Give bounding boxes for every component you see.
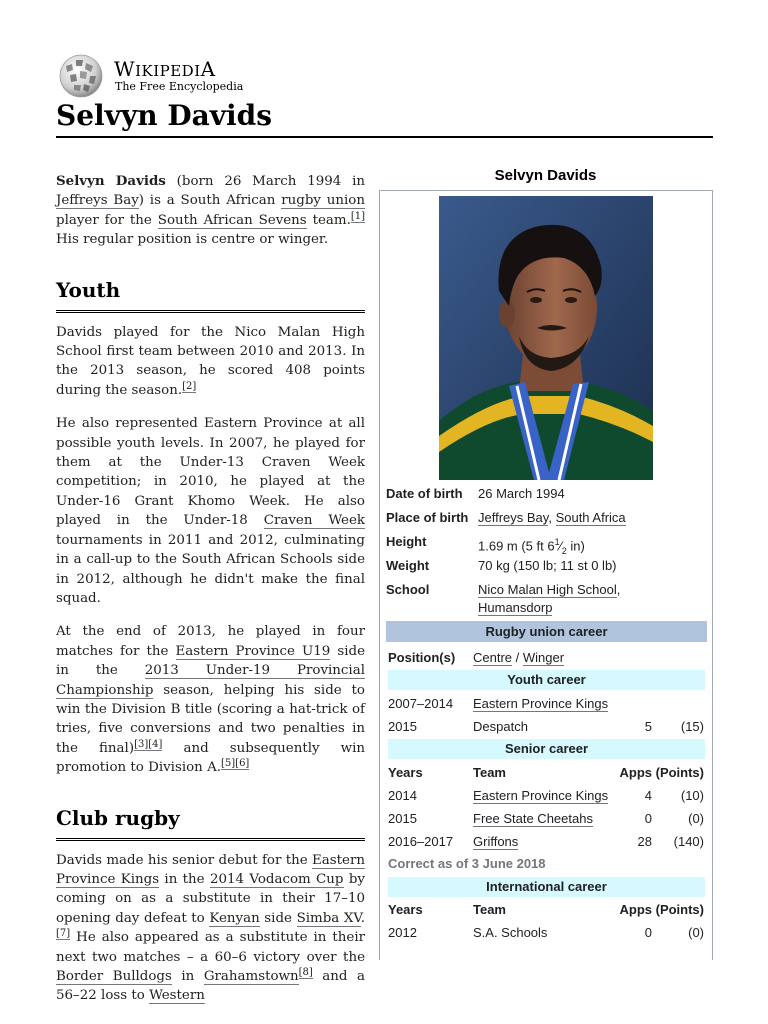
wikipedia-wordmark: WIKIPEDIA (114, 57, 216, 81)
correct-as-of-note: Correct as of 3 June 2018 (388, 856, 546, 871)
link-winger[interactable]: Winger (522, 650, 565, 665)
career-points: (0) (688, 925, 704, 940)
reference-5[interactable]: [5] (221, 758, 236, 770)
career-team-link[interactable]: Griffons (473, 834, 519, 849)
link-2013-under-19[interactable]: 2013 Under-19 Provincial Championship (56, 663, 365, 698)
link-eastern-province-u19[interactable]: Eastern Province U19 (175, 643, 331, 659)
career-apps: 28 (637, 834, 652, 849)
wikipedia-globe-logo[interactable] (56, 54, 106, 98)
band-international-career: International career (388, 877, 705, 897)
career-years: 2016–2017 (388, 834, 454, 849)
link-centre[interactable]: Centre (473, 650, 513, 665)
player-photo-illustration (439, 196, 653, 480)
career-points: (0) (688, 811, 704, 826)
link-craven-week[interactable]: Craven Week (263, 513, 365, 529)
link-humansdorp[interactable]: Humansdorp (478, 600, 553, 615)
link-eastern-province-kings[interactable]: Eastern Province Kings (56, 852, 365, 887)
youth-paragraph-3: At the end of 2013, he played in four matches for the Eastern Province U19 side in the 2013 Under-19 Provincial Championship season, helping his side to win the Division B title (scoring a hat-trick of tries, five conversions and two penalties in the final)[3][4] and subsequently win promotion to Division A.[5][6] (56, 624, 366, 776)
career-points: (10) (680, 788, 704, 803)
link-grahamstown[interactable]: Grahamstown (203, 969, 299, 984)
article-body (56, 172, 365, 1020)
link-nico-malan-high-school[interactable]: Nico Malan High School (478, 582, 617, 597)
link-simba-xv[interactable]: Simba XV (296, 910, 361, 926)
career-apps: 0 (644, 925, 652, 940)
youth-paragraph-1: Davids played for the Nico Malan High School first team between 2010 and 2013. In the 2013 season, he scored 408 points during the season.[2] (56, 324, 365, 398)
link-border-bulldogs[interactable]: Border Bulldogs (56, 969, 172, 984)
infobox-title: Selvyn Davids (494, 167, 597, 184)
section-heading-club-rugby: Club rugby (56, 804, 365, 841)
reference-6[interactable]: [6] (235, 758, 250, 770)
wikipedia-tagline: The Free Encyclopedia (115, 80, 244, 93)
band-youth-career: Youth career (388, 670, 705, 690)
career-team: Despatch (473, 719, 528, 734)
club-paragraph-1: Davids made his senior debut for the Eastern Province Kings in the 2014 Vodacom Cup by coming on as a substitute in their 17–10 opening day defeat to Kenyan side Simba XV.[7] He also appeared as a substitute in their next two matches – a 60–6 victory over the Border Bulldogs in Grahamstown[8] and a 56–22 loss to Western (56, 852, 366, 1004)
band-rugby-union-career: Rugby union career (386, 621, 707, 642)
career-team-link[interactable]: Eastern Province Kings (473, 788, 609, 803)
link-south-african-sevens[interactable]: South African Sevens (157, 212, 307, 228)
link-infobox-jeffreys-bay[interactable]: Jeffreys Bay (478, 510, 549, 525)
career-team: S.A. Schools (473, 925, 548, 940)
reference-2[interactable]: [2] (182, 380, 197, 392)
reference-8[interactable]: [8] (298, 967, 313, 978)
link-western[interactable]: Western (149, 988, 205, 1004)
career-years: 2012 (388, 925, 417, 940)
reference-4[interactable]: [4] (148, 738, 163, 750)
infobox: Date of birth 26 March 1994 Place of birth Jeffreys Bay, South Africa Height 1.69 m (5 ft $6^1⁄_2$ in) Weight 70 kg (150 lb; 11 st 0 lb) School Nico Malan High School, Humansdorp Rugby union career Position(s) Centre / Winger Youth career 2007–2014 Eastern Province Kings 2015 Despatch 5 (15) Senior career Years Team Apps (Points) 2014 Eastern Province Kings 4 (10) 2015 Free State Cheetahs 0 (0) 2016–2017 Griffons 28 (140) Correct as of 3 June 2018 International career Years Team Apps (Points) 2012 S.A. Schools 0 (0) (379, 190, 713, 960)
link-kenyan[interactable]: Kenyan (209, 910, 260, 926)
reference-3[interactable]: [3] (134, 738, 149, 750)
career-apps: 0 (644, 811, 652, 826)
reference-7[interactable]: [7] (56, 928, 71, 940)
career-points: (140) (673, 834, 704, 849)
career-points: (15) (680, 719, 704, 734)
career-years: 2015 (388, 811, 417, 826)
career-years: 2007–2014 (388, 696, 454, 711)
intro-paragraph: Selvyn Davids (born 26 March 1994 in Jeffreys Bay) is a South African rugby union player for the South African Sevens team.[1] His regular position is centre or winger. (56, 173, 365, 248)
band-senior-career: Senior career (388, 739, 705, 759)
career-team-link[interactable]: Free State Cheetahs (473, 811, 593, 826)
career-years: 2015 (388, 719, 417, 734)
link-infobox-south-africa[interactable]: South Africa (555, 510, 626, 525)
career-team-link[interactable]: Eastern Province Kings (473, 696, 609, 711)
career-years: 2014 (388, 788, 417, 803)
career-apps: 4 (644, 788, 652, 803)
career-apps: 5 (644, 719, 652, 734)
link-jeffreys-bay[interactable]: Jeffreys Bay (56, 193, 139, 209)
link-2014-vodacom-cup[interactable]: 2014 Vodacom Cup (209, 871, 344, 887)
reference-1[interactable]: [1] (350, 210, 365, 222)
site-header (56, 53, 256, 99)
player-photo[interactable] (439, 196, 653, 480)
page-title: Selvyn Davids (56, 99, 272, 132)
section-heading-youth: Youth (56, 276, 365, 313)
title-divider (56, 136, 713, 138)
youth-paragraph-2: He also represented Eastern Province at all possible youth levels. In 2007, he played for them at the Under-13 Craven Week competition; in 2010, he played at the Under-16 Grant Khomo Week. He also played in the Under-18 Craven Week tournaments in 2011 and 2012, culminating in a call-up to the South African Schools side in 2012, although he didn't make the final squad. (56, 416, 365, 606)
link-rugby-union[interactable]: rugby union (281, 193, 365, 209)
